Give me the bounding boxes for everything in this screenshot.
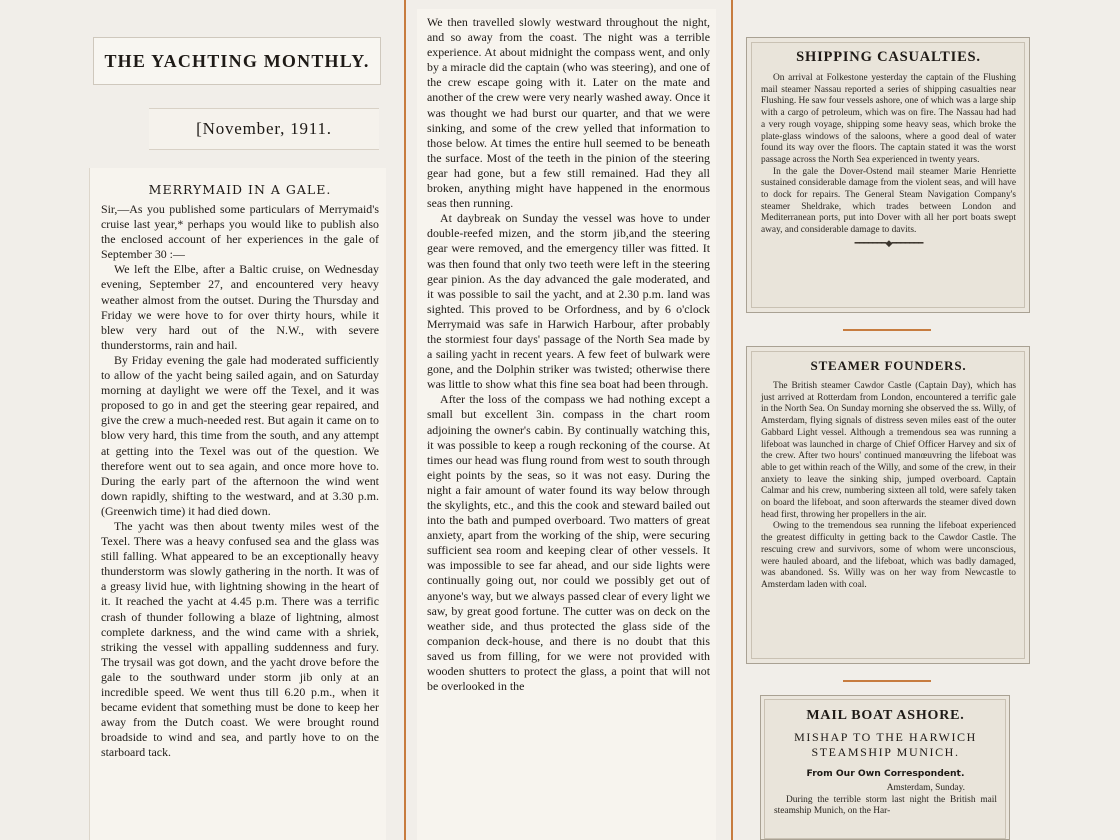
- article-heading: MERRYMAID IN A GALE.: [148, 182, 332, 197]
- clipping-paragraph: Owing to the tremendous sea running the lifeboat experienced the greatest difficulty in getting back to the Cawdor Castle. The rescuing crew and survivors, some of whom were unconscious, were hauled aboard, and the lifeboat, which was badly damaged, was abandoned. Ss. Willy was on her way from Newcastle to Amsterdam laden with coal.: [761, 521, 1016, 590]
- clipping-paragraph: During the terrible storm last night the British mail steamship Munich, on the Har-: [774, 794, 997, 817]
- column-divider: [404, 0, 406, 840]
- ornamental-rule-icon: ━━━━━━━◆━━━━━━━: [854, 238, 923, 249]
- magazine-title: THE YACHTING MONTHLY.: [104, 50, 370, 71]
- clipping-paragraph: In the gale the Dover-Ostend mail steamer Marie Henriette sustained considerable damage from the violent seas, and will have to dock for repairs. The General Steam Navigation Company's steamer Sheldrake, which trades between London and Mediterranean ports, put into Dover with all her port boats swept away, and considerable damage to davits.: [761, 166, 1016, 236]
- article-paragraph: We then travelled slowly westward throughout the night, and so away from the coast. The night was a terrible experience. At about midnight the compass went, and only by a miracle did the captain (who was steering), and one of the crew escape going with it. Later on the mate and another of the crew were very nearly washed away. Once it was thought we had burst our quarter, and that we were sinking, and some of the crew yelled that information to those below. At times the entire hull seemed to be beneath the surface. Most of the teeth in the pinion of the steering gear had gone, but a few still remained. Had they all broken, anything might have happened in the enormous seas then running.: [427, 15, 710, 211]
- clipping-shipping-casualties: [746, 37, 1030, 313]
- article-paragraph: Sir,—As you published some particulars of Merrymaid's cruise last year,* perhaps you would like to publish also the enclosed account of her experiences in the gale of September 30 :—: [101, 202, 379, 262]
- article-paragraph: At daybreak on Sunday the vessel was hove to under double-reefed mizen, and the storm jib,and the steering gear were removed, and the emergency tiller was fitted. It was then found that only two teeth were left in the steering gear pinion. As the day advanced the gale moderated, and it was possible to sail the yacht, and at 2.30 p.m. land was sighted. This proved to be Orfordness, and by 6 o'clock Merrymaid was safe in Harwich Harbour, after probably the stormiest four days' passage of the North Sea made by a sailing yacht in recent years. A few feet of bulwark were gone, and the Dolphin striker was twisted; otherwise there was little to show what this fine sea boat had been through.: [427, 211, 710, 392]
- dateline: Amsterdam, Sunday.: [886, 783, 965, 793]
- clipping-inner: [751, 42, 1025, 308]
- article-paragraph: The yacht was then about twenty miles west of the Texel. There was a heavy confused sea and the glass was still falling. What appeared to be an exceptionally heavy thunderstorm was slowly gathering in the north. It was of a greasy livid hue, with lightning showing in the heart of it. It reached the yacht at 4.45 p.m. There was a terrific crash of thunder following a blaze of lightning, almost complete darkness, and the wind came with a shriek, striking the vessel with appalling suddenness and fury. The trysail was got down, and the yacht drove before the gale to the southward under storm jib only at an incredible speed. We went thus till 6.20 p.m., when it became evident that something must be done to keep her away from the Dutch coast. We were brought round broadside to wind and sea, and partly hove to on the starboard tack.: [101, 518, 379, 760]
- clipping-body: [761, 73, 1016, 237]
- magazine-date-box: [149, 108, 379, 150]
- clipping-steamer-founders: [746, 346, 1030, 664]
- clipping-inner: [764, 699, 1006, 839]
- section-separator: [843, 680, 931, 682]
- article-paragraph: After the loss of the compass we had nothing except a small but excellent 3in. compass in the chart room adjoining the owner's cabin. By continually watching this, it was possible to keep a rough reckoning of the course. At times our head was flung round from west to south through eight points by the seas, so it was not easy. During the night a fair amount of water found its way below through the skylights, etc., and this the cook and steward bailed out into the bath and pumped overboard. Two matters of great anxiety, apart from the working of the ship, were securing sufficient sea room and keeping clear of other vessels. It was impossible to see far ahead, and our side lights were continually going out, nor could we possibly get out of anyone's way, but we always passed clear of every light we saw, by great good fortune. The cutter was on deck on the weather side, and thus protected the glass side of the companion deck-house, and there is no doubt that this saved us from filling, for we were not provided with wooden shutters to protect the glass, a point that will not be overlooked in the: [427, 392, 710, 694]
- section-separator: [843, 329, 931, 331]
- clipping-mail-boat-ashore: [760, 695, 1010, 840]
- magazine-title-box: [93, 37, 381, 85]
- correspondent-line: From Our Own Correspondent.: [806, 768, 965, 779]
- clipping-heading: SHIPPING CASUALTIES.: [796, 49, 981, 65]
- clipping-paragraph: The British steamer Cawdor Castle (Captain Day), which has just arrived at Rotterdam from London, encountered a terrific gale in the North Sea. On Sunday morning she observed the ss. Willy, of Amsterdam, flying signals of distress seven miles east of the outer Gabbard Light vessel. Although a tremendous sea was running a lifeboat was launched in charge of Chief Officer Harvey and six of the crew. After two hours' continued manœuvring the lifeboat was able to get within reach of the Willy, and some of the crew, in their anxiety to leave the sinking ship, jumped overboard. Captain Calmar and his crew, numbering sixteen all told, were safely taken on board the lifeboat, and soon afterwards the steamer dived down head first, throwing her propellers in the air.: [761, 381, 1016, 520]
- article-column-1: [89, 168, 386, 840]
- column-divider: [731, 0, 733, 840]
- clipping-subheading: MISHAP TO THE HARWICH STEAMSHIP MUNICH.: [794, 730, 977, 759]
- article-paragraph: We left the Elbe, after a Baltic cruise, on Wednesday evening, September 27, and encountered very heavy weather almost from the outset. During the Thursday and Friday we were hove to for over thirty hours, while it blew very hard out of the N.W., with severe thunderstorms, rain and hail.: [101, 262, 379, 352]
- clipping-paragraph: On arrival at Folkestone yesterday the captain of the Flushing mail steamer Nassau reported a series of shipping casualties near Flushing. He saw four vessels ashore, one of which was a large ship with a cargo of petroleum, which was on fire. The Nassau had had a very rough voyage, shipping some heavy seas, which broke the plate-glass windows of the saloons, where a good deal of water found its way over the floors. The captain stated it was the worst passage across the North Sea experienced in twenty years.: [761, 73, 1016, 165]
- clipping-body: [761, 381, 1016, 592]
- clipping-heading: MAIL BOAT ASHORE.: [806, 708, 965, 723]
- clipping-body: [774, 795, 997, 818]
- magazine-date: [November, 1911.: [196, 119, 332, 138]
- article-body-col2: [427, 15, 710, 694]
- clipping-heading: STEAMER FOUNDERS.: [810, 358, 967, 373]
- article-column-2: [417, 9, 716, 840]
- article-paragraph: By Friday evening the gale had moderated sufficiently to allow of the yacht being sailed again, and on Saturday morning at daylight we were off the Texel, and it was proposed to go in and get the steering gear repaired, and give the crew a much-needed rest. But again it came on to blow very hard, this time from the south, and any attempt at getting into the Texel was out of the question. We therefore went out to sea again, and once more hove to. During the early part of the afternoon the wind went down rapidly, shifting to the westward, and at 3.30 p.m. (Greenwich time) it had died down.: [101, 352, 379, 518]
- clipping-inner: [751, 351, 1025, 659]
- article-body-col1: [101, 202, 379, 760]
